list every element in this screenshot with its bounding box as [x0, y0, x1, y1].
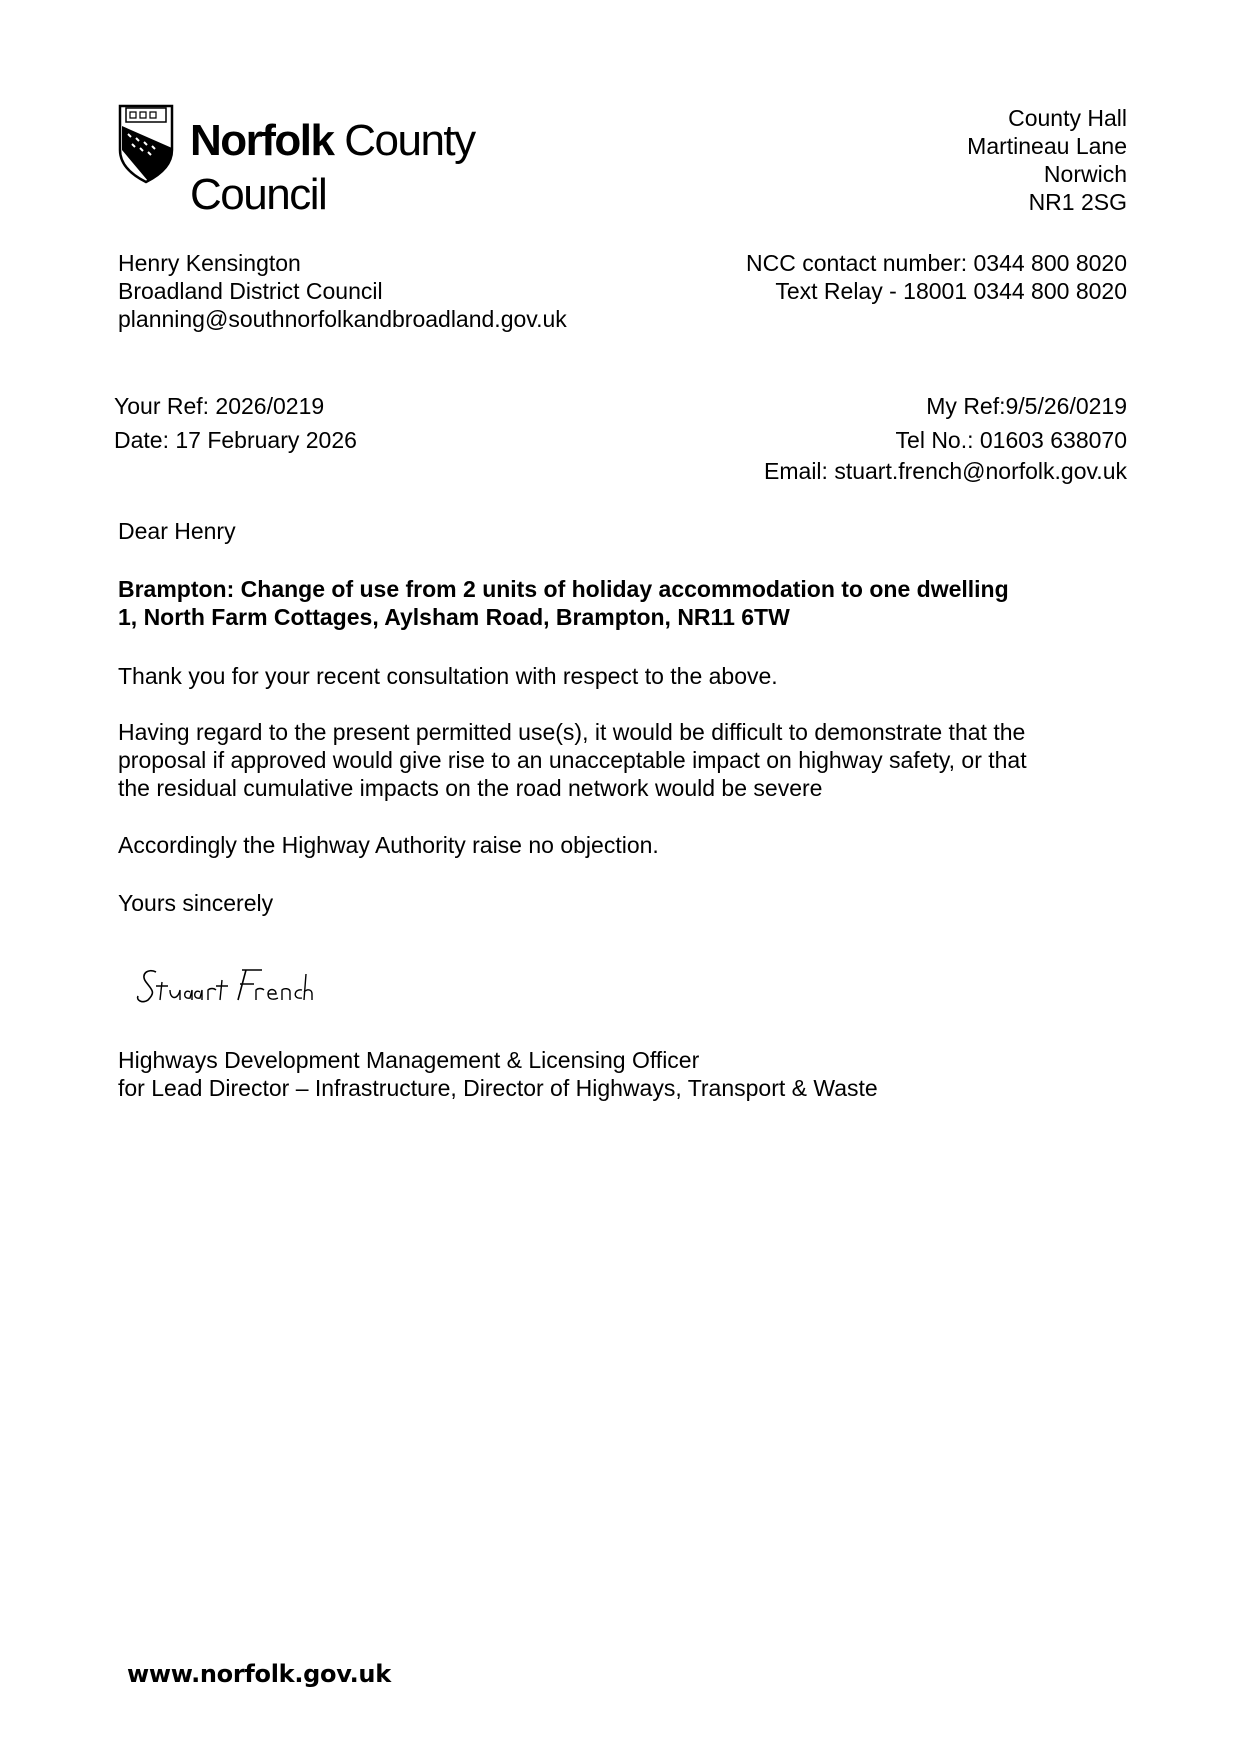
council-wordmark — [190, 114, 608, 222]
letter-date: Date: 17 February 2026 — [114, 427, 357, 453]
paragraph-conclusion: Accordingly the Highway Authority raise no objection. — [118, 832, 659, 858]
wordmark-regular: County Council — [190, 116, 475, 219]
address-line: NR1 2SG — [1028, 189, 1127, 215]
address-line: Martineau Lane — [967, 133, 1127, 159]
address-line: County Hall — [1008, 105, 1127, 131]
role-directorate: for Lead Director – Infrastructure, Director of Highways, Transport & Waste — [118, 1075, 878, 1101]
my-reference: My Ref:9/5/26/0219 — [926, 393, 1127, 419]
council-crest-icon — [118, 104, 174, 184]
contact-number: NCC contact number: 0344 800 8020 — [745, 250, 1127, 276]
address-line: Norwich — [1043, 161, 1127, 187]
recipient-organisation: Broadland District Council — [118, 278, 383, 304]
role-title: Highways Development Management & Licensing Officer — [118, 1047, 700, 1073]
recipient-block — [118, 249, 567, 333]
footer-website: www.norfolk.gov.uk — [127, 1660, 391, 1688]
sender-email: Email: stuart.french@norfolk.gov.uk — [764, 458, 1127, 484]
closing: Yours sincerely — [118, 890, 274, 916]
paragraph-line: Having regard to the present permitted use(s), it would be difficult to demonstrate that the — [118, 719, 1026, 745]
recipient-name: Henry Kensington — [118, 250, 301, 276]
subject-heading — [118, 575, 1009, 631]
handwritten-signature — [134, 960, 314, 1010]
contact-block — [746, 249, 1127, 305]
salutation: Dear Henry — [118, 518, 236, 544]
paragraph-assessment — [118, 718, 1027, 802]
recipient-email: planning@southnorfolkandbroadland.gov.uk — [118, 306, 567, 332]
sender-address — [967, 104, 1127, 216]
paragraph-thanks: Thank you for your recent consultation with respect to the above. — [118, 663, 778, 689]
wordmark-bold: Norfolk — [190, 116, 334, 165]
council-logo — [118, 104, 608, 219]
subject-line: 1, North Farm Cottages, Aylsham Road, Brampton, NR11 6TW — [118, 604, 790, 630]
paragraph-line: the residual cumulative impacts on the road network would be severe — [118, 775, 823, 801]
telephone-number: Tel No.: 01603 638070 — [895, 427, 1127, 453]
signatory-role — [118, 1046, 878, 1102]
your-reference: Your Ref: 2026/0219 — [114, 393, 325, 419]
paragraph-line: proposal if approved would give rise to an unacceptable impact on highway safety, or that — [118, 747, 1027, 773]
subject-line: Brampton: Change of use from 2 units of holiday accommodation to one dwelling — [118, 576, 1009, 602]
text-relay: Text Relay - 18001 0344 800 8020 — [775, 278, 1127, 304]
